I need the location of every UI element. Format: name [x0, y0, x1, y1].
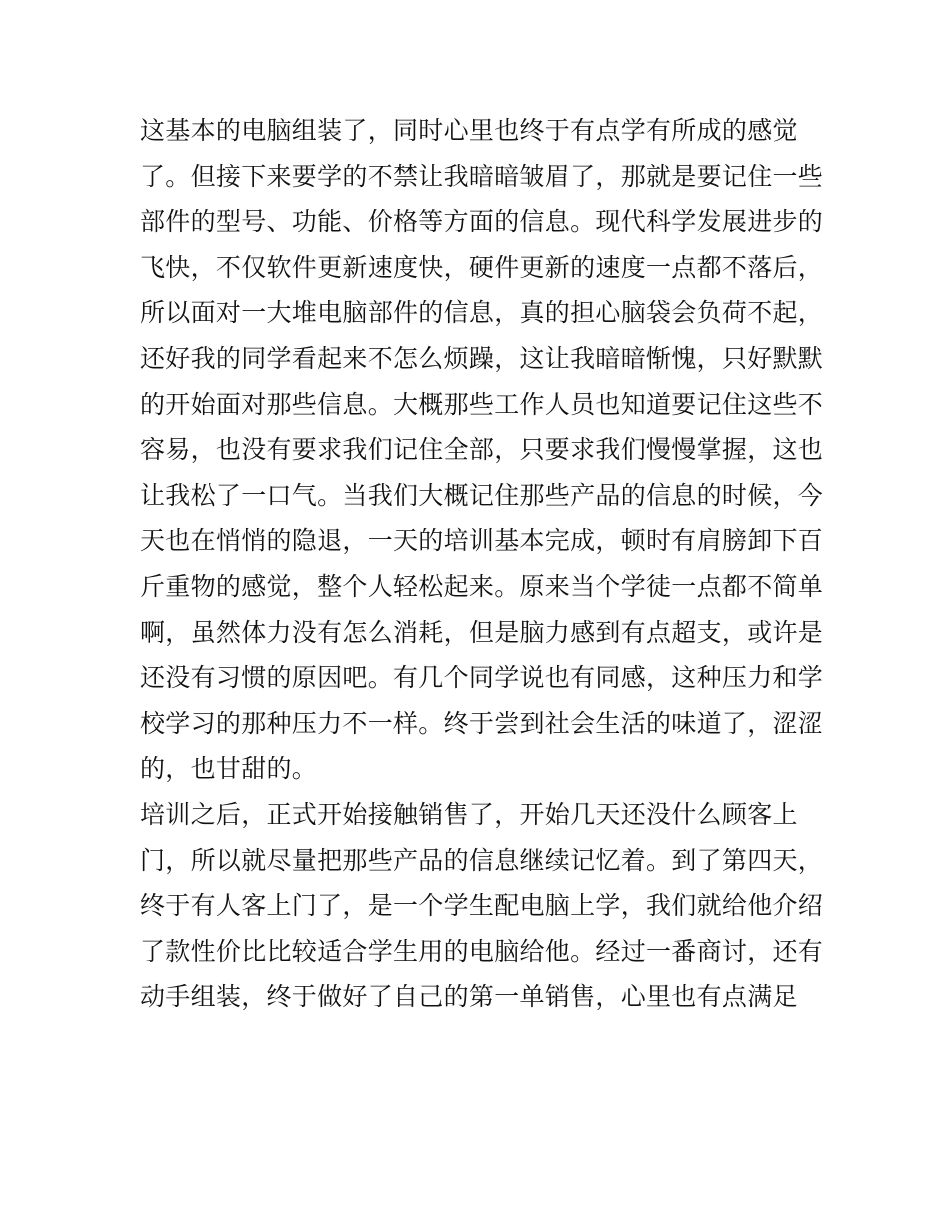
- text-line: 还好我的同学看起来不怎么烦躁，这让我暗暗惭愧，只好默默: [140, 343, 824, 373]
- text-line: 的开始面对那些信息。大概那些工作人员也知道要记住这些不: [140, 389, 824, 419]
- text-line: 培训之后，正式开始接触销售了，开始几天还没什么顾客上: [140, 799, 798, 829]
- text-line: 天也在悄悄的隐退，一天的培训基本完成，顿时有肩膀卸下百: [140, 526, 824, 556]
- text-line: 飞快，不仅软件更新速度快，硬件更新的速度一点都不落后，: [140, 252, 824, 282]
- text-line: 门，所以就尽量把那些产品的信息继续记忆着。到了第四天，: [140, 845, 824, 875]
- text-line: 了。但接下来要学的不禁让我暗暗皱眉了，那就是要记住一些: [140, 161, 824, 191]
- text-line: 斤重物的感觉，整个人轻松起来。原来当个学徒一点都不简单: [140, 571, 824, 601]
- text-line: 所以面对一大堆电脑部件的信息，真的担心脑袋会负荷不起，: [140, 298, 824, 328]
- text-line: 部件的型号、功能、价格等方面的信息。现代科学发展进步的: [140, 207, 824, 237]
- text-line: 啊，虽然体力没有怎么消耗，但是脑力感到有点超支，或许是: [140, 617, 824, 647]
- text-line: 的，也甘甜的。: [140, 754, 318, 784]
- text-line: 容易，也没有要求我们记住全部，只要求我们慢慢掌握，这也: [140, 435, 824, 465]
- text-line: 校学习的那种压力不一样。终于尝到社会生活的味道了，涩涩: [140, 708, 824, 738]
- text-line: 让我松了一口气。当我们大概记住那些产品的信息的时候，今: [140, 480, 824, 510]
- text-line: 了款性价比比较适合学生用的电脑给他。经过一番商讨，还有: [140, 936, 824, 966]
- text-line: 这基本的电脑组装了，同时心里也终于有点学有所成的感觉: [140, 116, 798, 145]
- body-text: [140, 108, 824, 1020]
- text-line: 还没有习惯的原因吧。有几个同学说也有同感，这种压力和学: [140, 663, 824, 693]
- text-line: 动手组装，终于做好了自己的第一单销售，心里也有点满足: [140, 982, 798, 1012]
- text-line: 终于有人客上门了，是一个学生配电脑上学，我们就给他介绍: [140, 891, 824, 921]
